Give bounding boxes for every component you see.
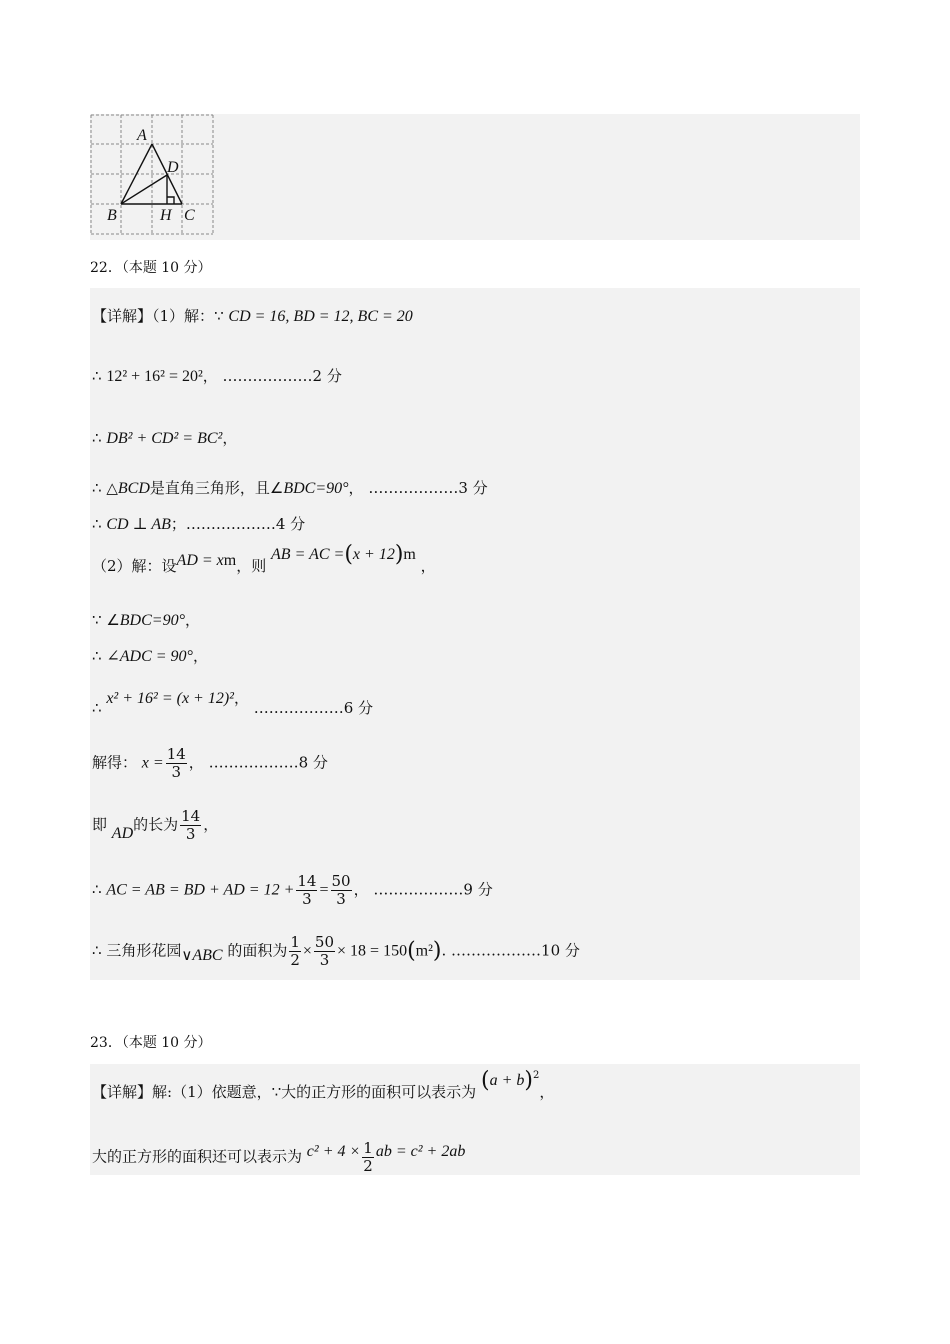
q22-line-part2: （2）解：设AD = xm，则 AB = AC =(x + 12)m ， [92,542,436,575]
label-a: A [137,127,147,144]
score: 8 分 [298,753,328,772]
q22-line-numeric: ∴ 12² + 16² = 20²， ………………2 分 [92,367,342,385]
q22-line-given: 【详解】（1）解：∵ CD = 16, BD = 12, BC = 20 [92,307,413,325]
q22-line-solve: 解得： x = $\frac{14}{3}$ ， ………………8 分 [92,745,328,781]
because-symbol: ∵ [214,307,224,325]
side-equation: DB² + CD² = BC² [106,430,223,447]
detail-label: 【详解】 [92,307,153,325]
detail-label: 【详解】 [92,1083,153,1101]
label-c: C [184,207,195,224]
label-b: B [107,207,117,224]
q22-line-equation-x: ∴ x² + 16² = (x + 12)²， ………………6 分 [92,689,374,717]
q23-solution-panel [90,1064,860,1175]
q22-line-ad-length: 即 AD的长为 $\frac{14}{3}$ ， [92,807,219,843]
score: 6 分 [343,699,374,717]
score: 10 分 [541,941,580,960]
q22-header: 22．（本题 10 分） [90,260,212,276]
score: 9 分 [463,880,493,899]
given-values: CD = 16, BD = 12, BC = 20 [228,308,413,325]
q22-line-sides: ∴ DB² + CD² = BC²， [92,429,238,447]
q22-line-angle-bdc: ∵ ∠BDC=90°， [92,611,200,629]
x-equation: x² + 16² = (x + 12)² [106,690,234,707]
q23-header: 23．（本题 10 分） [90,1035,212,1051]
q23-line-2: 大的正方形的面积还可以表示为 c² + 4 × $\frac{1}{2}$ ab = c² + 2ab [92,1139,466,1175]
label-h: H [160,207,172,224]
figure-panel [90,114,860,240]
q22-line-area: ∴ 三角形花园∨ABC 的面积为 $\frac{1}{2}$ × $\frac{50}{3}$ × 18 = 150(m²). ………………10 分 [92,933,580,969]
q22-line-ac-chain: ∴ AC = AB = BD + AD = 12 + $\frac{14}{3}$ = $\frac{50}{3}$ ， ………………9 分 [92,872,493,908]
score: 3 分 [458,479,488,497]
q22-line-angle-adc: ∴ ∠ADC = 90°， [92,647,208,665]
numeric-equation: 12² + 16² = 20² [106,368,203,385]
label-d: D [167,159,179,176]
q22-line-perpendicular: ∴ CD ⊥ AB；………………4 分 [92,515,306,533]
perp-statement: CD ⊥ AB [106,516,171,533]
score: 4 分 [275,515,306,533]
score: 2 分 [312,367,342,385]
q22-solution-panel [90,288,860,980]
q22-line-right-triangle: ∴ △BCD是直角三角形，且∠BDC=90°， ………………3 分 [92,479,488,497]
q23-line-1: 【详解】解:（1）依题意，∵大的正方形的面积可以表示为 $(a + b)^2$， [92,1068,555,1101]
triangle-figure [90,114,220,240]
